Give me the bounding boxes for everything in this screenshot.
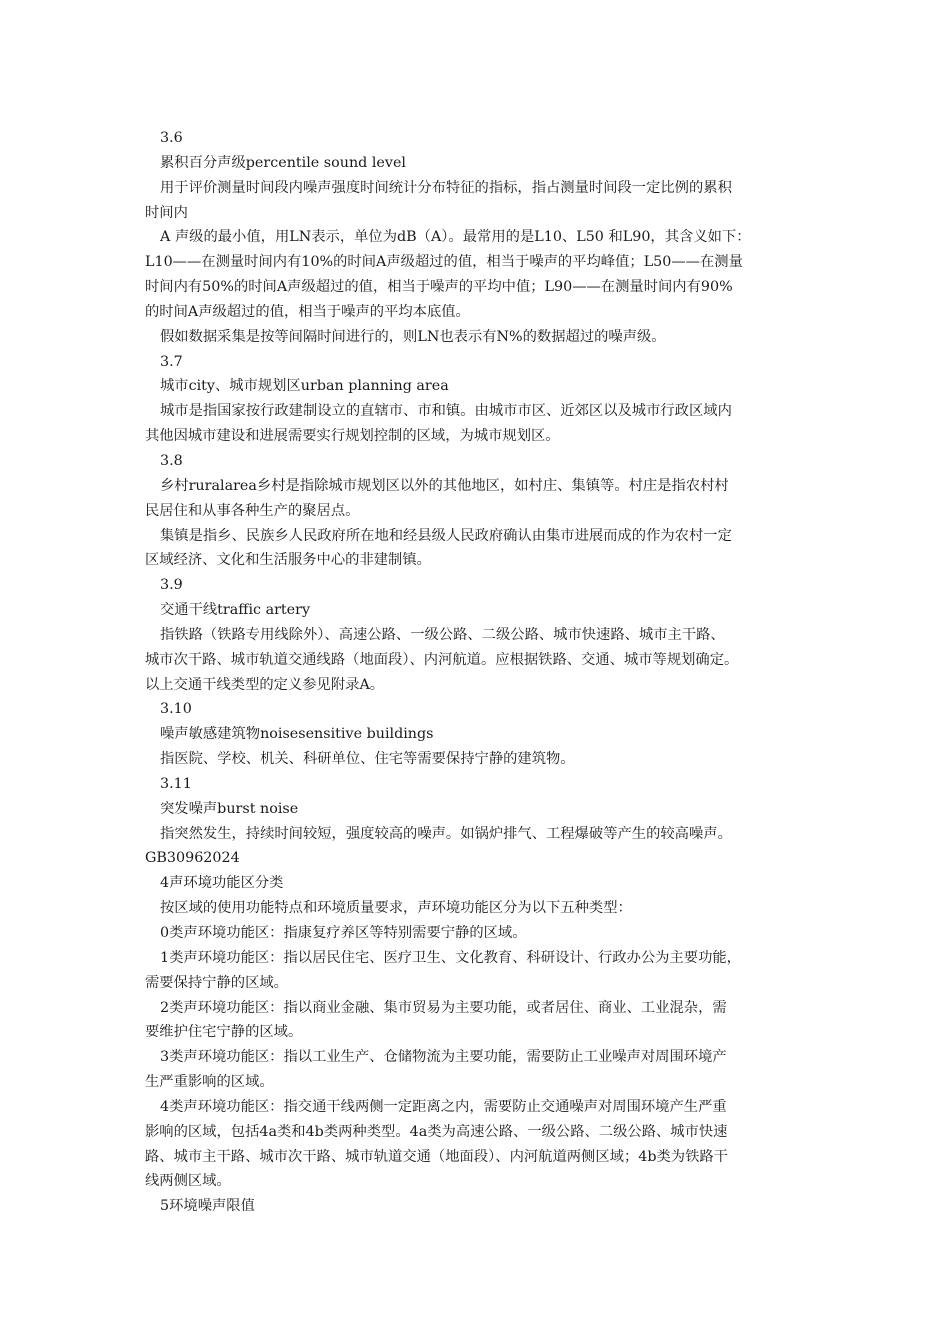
text-line: 用于评价测量时间段内噪声强度时间统计分布特征的指标，指占测量时间段一定比例的累积	[160, 179, 732, 196]
text-line: 3类声环境功能区：指以工业生产、仓储物流为主要功能，需要防止工业噪声对周围环境产	[160, 1049, 727, 1066]
text-line: 累积百分声级percentile sound level	[160, 154, 406, 171]
text-line: 3.9	[160, 577, 183, 594]
text-line: 时间内有50%的时间A声级超过的值，相当于噪声的平均中值；L90——在测量时间内有90%	[145, 279, 733, 296]
text-line: 的时间A声级超过的值，相当于噪声的平均本底值。	[145, 303, 470, 320]
text-line: GB30962024	[145, 850, 240, 867]
text-line: 噪声敏感建筑物noisesensitive buildings	[160, 726, 434, 743]
document-body	[145, 126, 805, 1219]
text-line: 以上交通干线类型的定义参见附录A。	[145, 676, 385, 693]
text-line: 生严重影响的区域。	[145, 1074, 274, 1091]
text-line: 乡村ruralarea乡村是指除城市规划区以外的其他地区，如村庄、集镇等。村庄是指农村村	[160, 477, 729, 494]
text-line: 4声环境功能区分类	[160, 875, 284, 892]
text-line: 城市是指国家按行政建制设立的直辖市、市和镇。由城市市区、近郊区以及城市行政区域内	[160, 403, 732, 420]
text-line: 0类声环境功能区：指康复疗养区等特别需要宁静的区域。	[160, 925, 527, 941]
text-line: 指医院、学校、机关、科研单位、住宅等需要保持宁静的建筑物。	[160, 751, 575, 768]
text-line: 城市city、城市规划区urban planning area	[160, 378, 449, 395]
text-line: L10——在测量时间内有10%的时间A声级超过的值，相当于噪声的平均峰值；L50——在测量	[145, 254, 743, 271]
text-line: 时间内	[145, 204, 188, 221]
text-line: 3.10	[160, 701, 192, 718]
text-line: 突发噪声burst noise	[160, 800, 299, 817]
text-line: 要维护住宅宁静的区域。	[145, 1024, 303, 1041]
text-line: 3.8	[160, 452, 183, 469]
text-line: 需要保持宁静的区域。	[145, 974, 288, 991]
text-line: 指铁路（铁路专用线除外）、高速公路、一级公路、二级公路、城市快速路、城市主干路、	[160, 626, 725, 643]
text-line: 线两侧区域。	[145, 1173, 231, 1190]
text-line: 按区域的使用功能特点和环境质量要求，声环境功能区分为以下五种类型：	[160, 900, 632, 917]
text-line: 3.11	[160, 775, 192, 792]
text-line: 交通干线traffic artery	[160, 602, 311, 619]
text-line: 集镇是指乡、民族乡人民政府所在地和经县级人民政府确认由集市进展而成的作为农村一定	[160, 527, 732, 544]
text-line: 其他因城市建设和进展需要实行规划控制的区域，为城市规划区。	[145, 428, 560, 445]
text-line: 影响的区域，包括4a类和4b类两种类型。4a类为高速公路、一级公路、二级公路、城市快速	[145, 1123, 728, 1140]
text-line: 2类声环境功能区：指以商业金融、集市贸易为主要功能，或者居住、商业、工业混杂，需	[160, 999, 727, 1016]
text-line: A 声级的最小值，用LN表示，单位为dB（A）。最常用的是L10、L50 和L90，其含义如下：	[160, 229, 751, 246]
text-line: 城市次干路、城市轨道交通线路（地面段）、内河航道。应根据铁路、交通、城市等规划确定。	[145, 651, 739, 668]
text-line: 民居住和从事各种生产的聚居点。	[145, 502, 360, 519]
text-line: 5环境噪声限值	[160, 1198, 255, 1215]
text-line: 4类声环境功能区：指交通干线两侧一定距离之内，需要防止交通噪声对周围环境产生严重	[160, 1098, 727, 1115]
text-line: 指突然发生，持续时间较短，强度较高的噪声。如锅炉排气、工程爆破等产生的较高噪声。	[160, 825, 732, 842]
text-line: 区域经济、文化和生活服务中心的非建制镇。	[145, 552, 431, 569]
text-line: 路、城市主干路、城市次干路、城市轨道交通（地面段）、内河航道两侧区域；4b类为铁路干	[145, 1148, 728, 1165]
text-line: 3.7	[160, 353, 183, 370]
text-line: 假如数据采集是按等间隔时间进行的，则LN也表示有N%的数据超过的噪声级。	[160, 328, 666, 345]
text-line: 3.6	[160, 130, 183, 146]
text-line: 1类声环境功能区：指以居民住宅、医疗卫生、文化教育、科研设计、行政办公为主要功能，	[160, 949, 741, 966]
